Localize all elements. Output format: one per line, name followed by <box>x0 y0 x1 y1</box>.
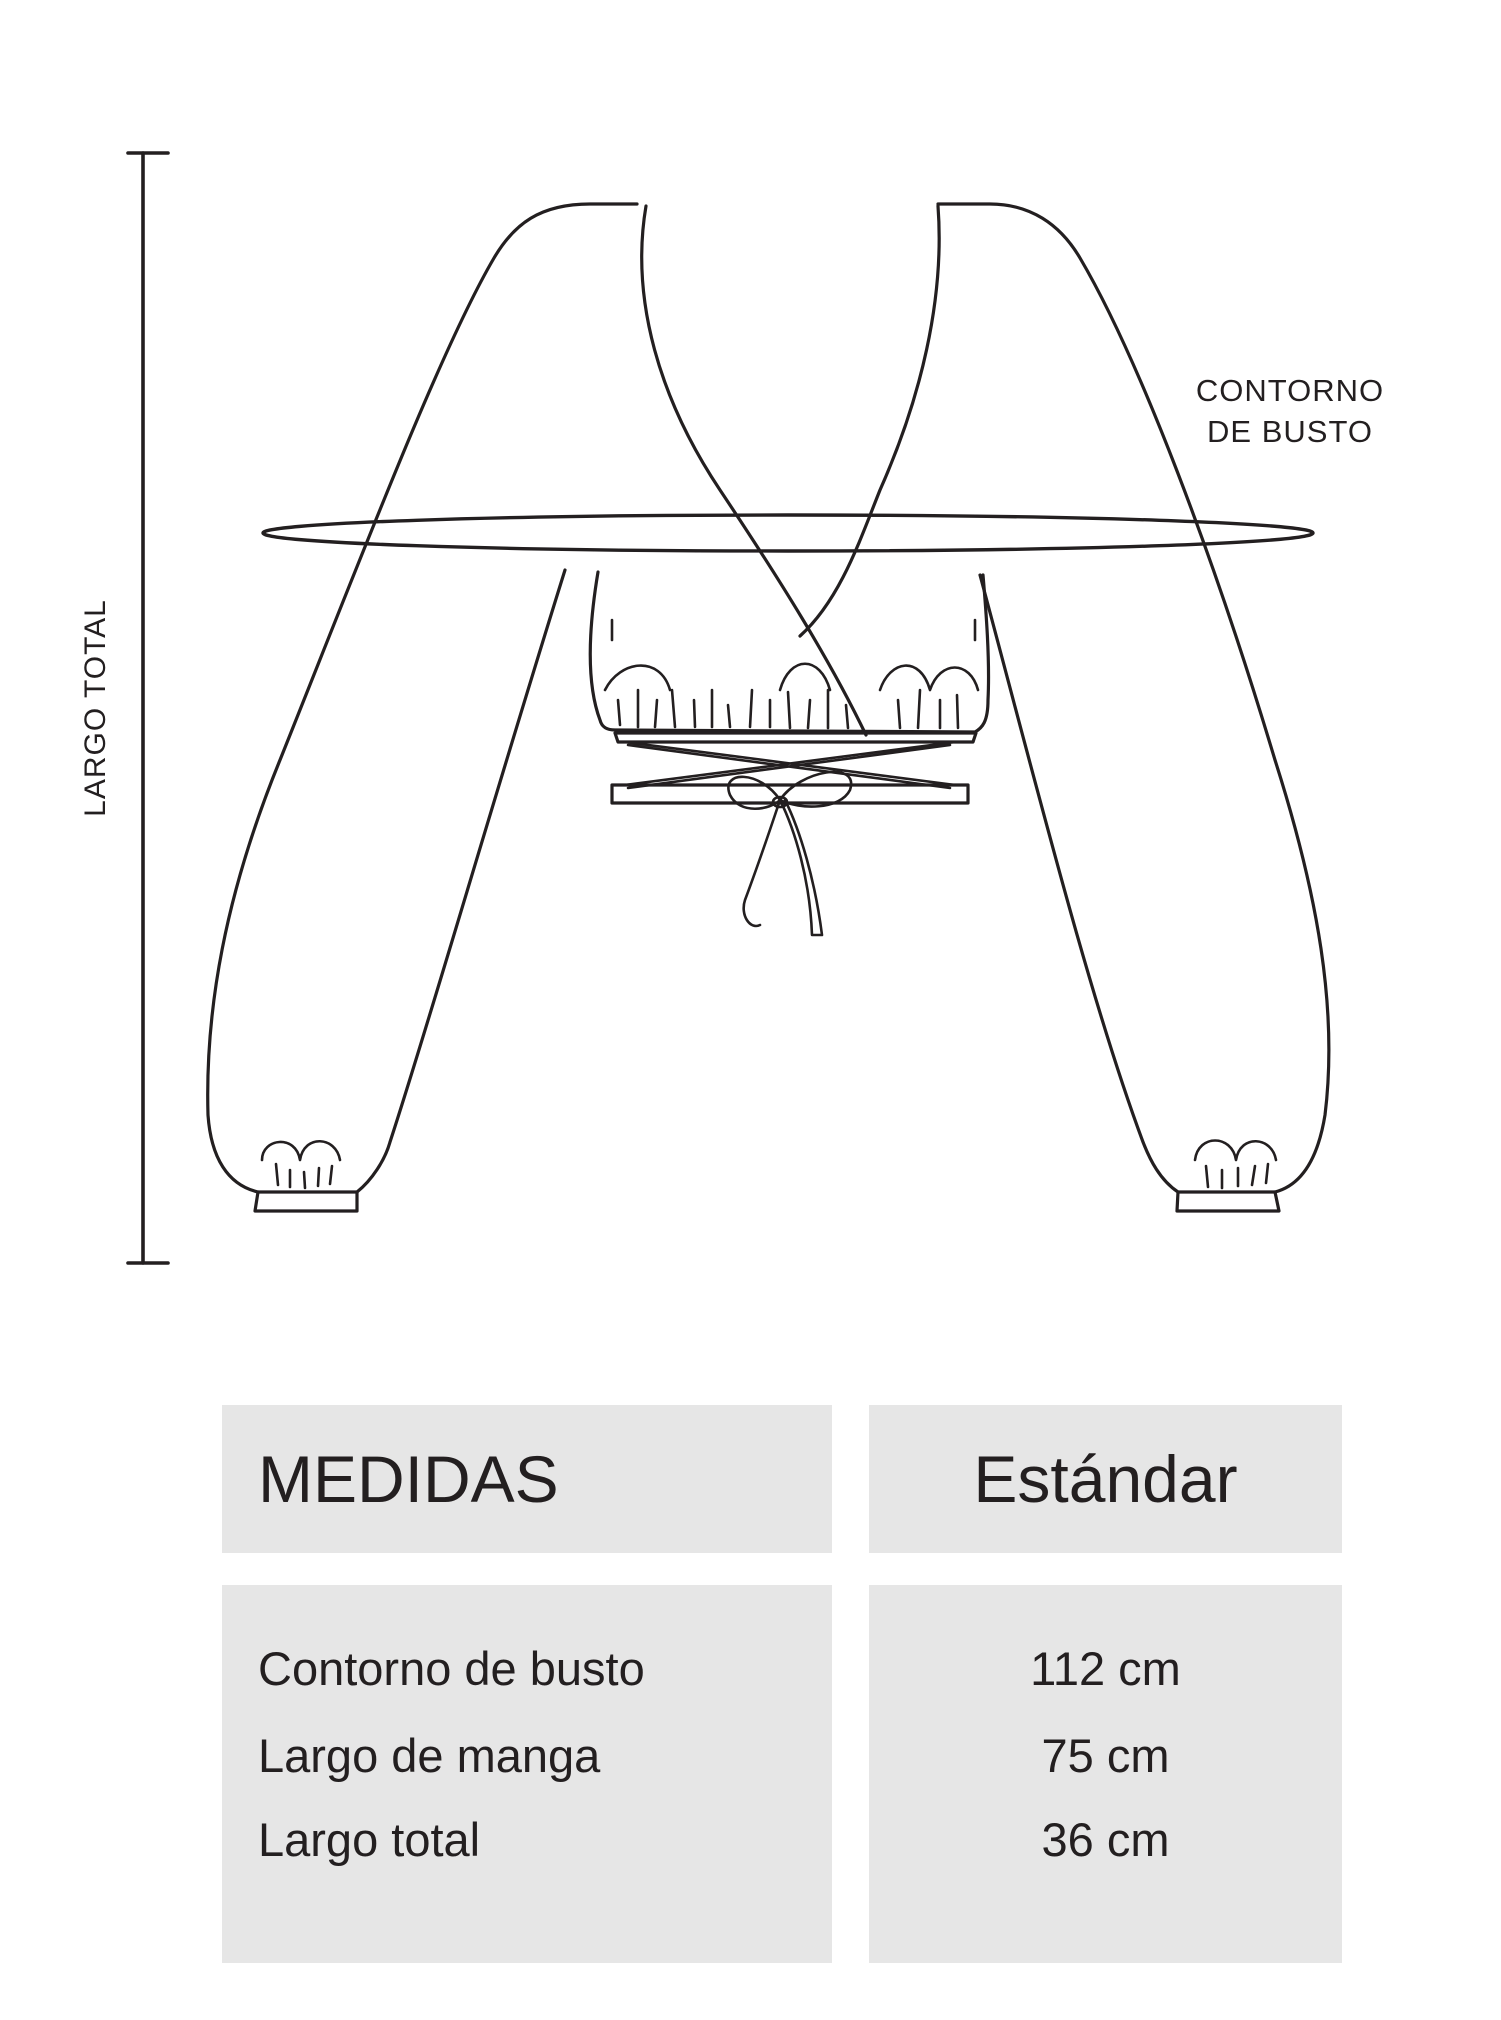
total-length-dimension-line <box>128 153 168 1263</box>
row-label-total: Largo total <box>258 1813 481 1866</box>
row-label-sleeve: Largo de manga <box>258 1729 601 1782</box>
left-cuff-gathers <box>262 1141 340 1188</box>
row-value-bust: 112 cm <box>1030 1642 1181 1695</box>
waistband <box>615 733 976 742</box>
right-front-panel <box>800 206 939 636</box>
bust-circumference-label <box>1160 370 1420 452</box>
bow-tie <box>728 772 851 935</box>
bust-circumference-ellipse <box>263 515 1313 551</box>
bust-label-line-1: CONTORNO <box>1195 373 1385 408</box>
header-measures-text: MEDIDAS <box>258 1442 559 1516</box>
bodice-gathers <box>605 620 978 728</box>
table-values-column <box>869 1585 1342 1963</box>
bust-label-line-2: DE BUSTO <box>1207 414 1373 449</box>
row-value-total: 36 cm <box>1041 1813 1170 1866</box>
table-labels-column <box>222 1585 832 1963</box>
table-header-size <box>869 1405 1342 1553</box>
lace-cross-straps <box>625 742 955 788</box>
row-label-bust: Contorno de busto <box>258 1642 645 1695</box>
row-value-sleeve: 75 cm <box>1041 1729 1170 1782</box>
table-header-measures <box>222 1405 832 1553</box>
right-cuff <box>1177 1192 1279 1211</box>
left-sleeve <box>208 204 637 1192</box>
right-cuff-gathers <box>1195 1141 1276 1189</box>
total-length-label-text: LARGO TOTAL <box>79 599 112 817</box>
header-size-text: Estándar <box>973 1442 1238 1516</box>
right-sleeve <box>938 204 1329 1192</box>
left-front-panel <box>642 206 866 735</box>
left-cuff <box>255 1192 357 1211</box>
